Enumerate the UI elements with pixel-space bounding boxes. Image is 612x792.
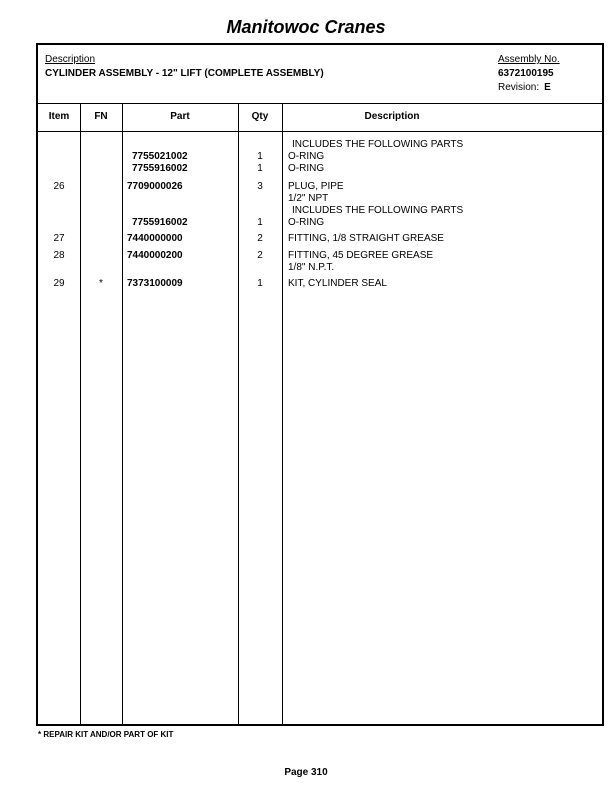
table-row (38, 205, 602, 217)
row-description: FITTING, 1/8 STRAIGHT GREASE (288, 233, 444, 244)
table-row (38, 193, 602, 205)
table-row (38, 233, 602, 245)
row-description: O-RING (288, 163, 325, 174)
table-row (38, 262, 602, 274)
row-item: 29 (53, 278, 65, 289)
row-description: 1/2" NPT (288, 193, 329, 204)
table-row (38, 217, 602, 229)
row-fn: * (99, 278, 103, 289)
row-part: 7755916002 (132, 163, 188, 174)
row-qty: 3 (257, 181, 263, 192)
table-row (38, 163, 602, 175)
row-part: 7440000200 (127, 250, 183, 261)
row-description: O-RING (288, 217, 325, 228)
row-description: KIT, CYLINDER SEAL (288, 278, 387, 289)
row-part: 7440000000 (127, 233, 183, 244)
table-row (38, 139, 602, 151)
revision-value: E (544, 82, 551, 93)
row-description: 1/8" N.P.T. (288, 262, 335, 273)
page-title: Manitowoc Cranes (226, 17, 386, 37)
row-description: FITTING, 45 DEGREE GREASE (288, 250, 434, 261)
row-description: O-RING (288, 151, 325, 162)
parts-table (36, 43, 604, 726)
row-description: INCLUDES THE FOLLOWING PARTS (292, 139, 464, 150)
row-description: PLUG, PIPE (288, 181, 344, 192)
row-part: 7709000026 (127, 181, 183, 192)
row-item: 26 (53, 181, 65, 192)
row-qty: 2 (257, 250, 263, 261)
description-value: CYLINDER ASSEMBLY - 12" LIFT (COMPLETE ASSEMBLY) (45, 68, 324, 79)
row-part: 7755021002 (132, 151, 188, 162)
table-row (38, 250, 602, 262)
row-qty: 1 (257, 278, 263, 289)
column-header-description: Description (364, 111, 420, 122)
assembly-label: Assembly No. (498, 54, 560, 65)
description-label: Description (45, 54, 96, 65)
repair-kit-footnote: * REPAIR KIT AND/OR PART OF KIT (38, 730, 174, 739)
column-header-qty: Qty (251, 111, 269, 122)
row-qty: 1 (257, 217, 263, 228)
column-header-fn: FN (94, 111, 108, 122)
page-number: Page 310 (284, 767, 328, 778)
table-row (38, 151, 602, 163)
row-description: INCLUDES THE FOLLOWING PARTS (292, 205, 464, 216)
table-row (38, 181, 602, 193)
row-part: 7373100009 (127, 278, 183, 289)
revision (498, 82, 551, 93)
row-qty: 2 (257, 233, 263, 244)
revision-label: Revision: (498, 82, 540, 93)
table-row (38, 278, 602, 290)
row-part: 7755916002 (132, 217, 188, 228)
column-header-part: Part (170, 111, 190, 122)
assembly-header (38, 45, 602, 104)
row-item: 27 (53, 233, 65, 244)
assembly-value: 6372100195 (498, 68, 554, 79)
row-item: 28 (53, 250, 65, 261)
row-qty: 1 (257, 163, 263, 174)
column-header-item: Item (48, 111, 70, 122)
row-qty: 1 (257, 151, 263, 162)
